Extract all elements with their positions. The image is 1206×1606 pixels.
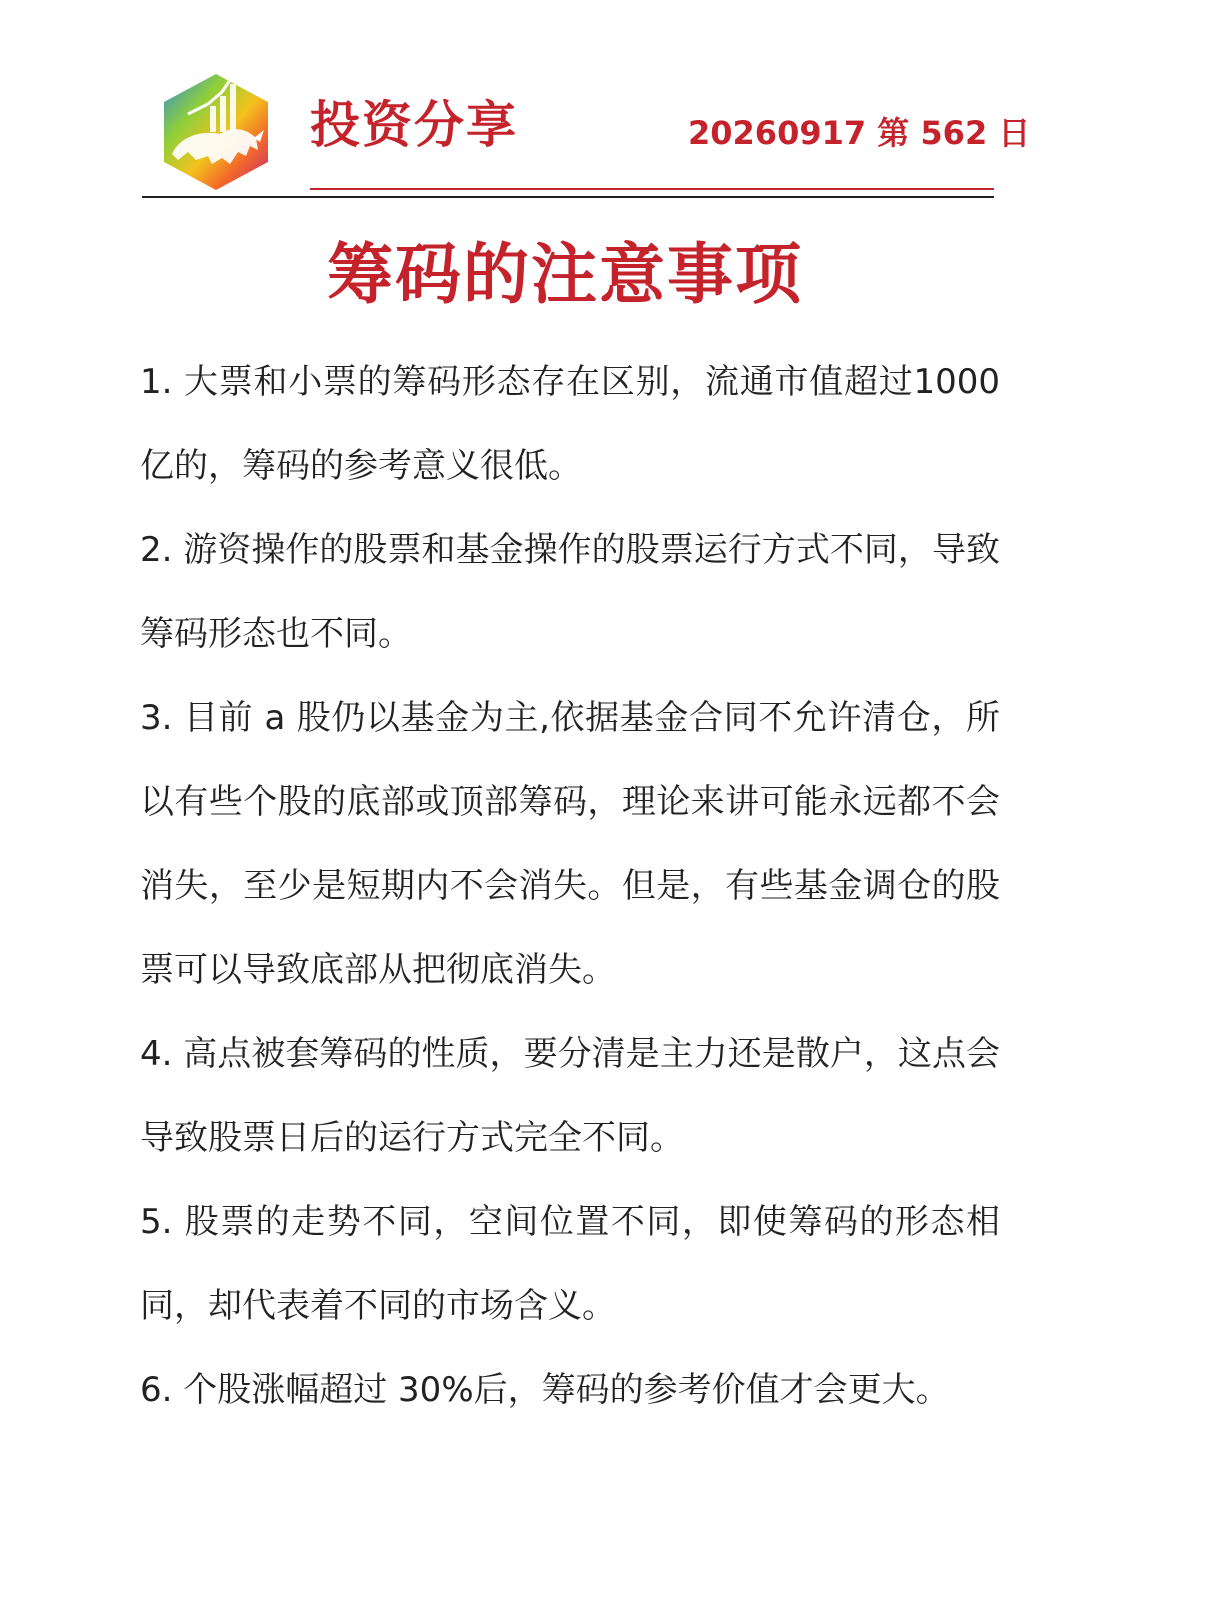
bull-chart-logo-icon: [158, 52, 276, 192]
list-item: 5. 股票的走势不同，空间位置不同，即使筹码的形态相同，却代表着不同的市场含义。: [140, 1202, 1000, 1326]
brand-name: 投资分享: [310, 96, 518, 154]
article-body: [140, 340, 1000, 1432]
list-item: 4. 高点被套筹码的性质，要分清是主力还是散户，这点会导致股票日后的运行方式完全不同。: [140, 1034, 1000, 1158]
list-item: 2. 游资操作的股票和基金操作的股票运行方式不同，导致筹码形态也不同。: [140, 530, 1000, 654]
list-item: 1. 大票和小票的筹码形态存在区别，流通市值超过1000 亿的，筹码的参考意义很低。: [140, 362, 1000, 486]
header-red-divider: [310, 188, 994, 190]
page-title: 筹码的注意事项: [327, 236, 803, 313]
list-item: 3. 目前 a 股仍以基金为主,依据基金合同不允许清仓，所以有些个股的底部或顶部筹码，理论来讲可能永远都不会消失，至少是短期内不会消失。但是，有些基金调仓的股票可以导致底部从把彻底消失。: [140, 698, 1000, 990]
header-black-divider: [142, 196, 994, 198]
list-item: 6. 个股涨幅超过 30%后，筹码的参考价值才会更大。: [140, 1370, 950, 1410]
issue-date: 20260917 第 562 日: [688, 114, 1031, 152]
